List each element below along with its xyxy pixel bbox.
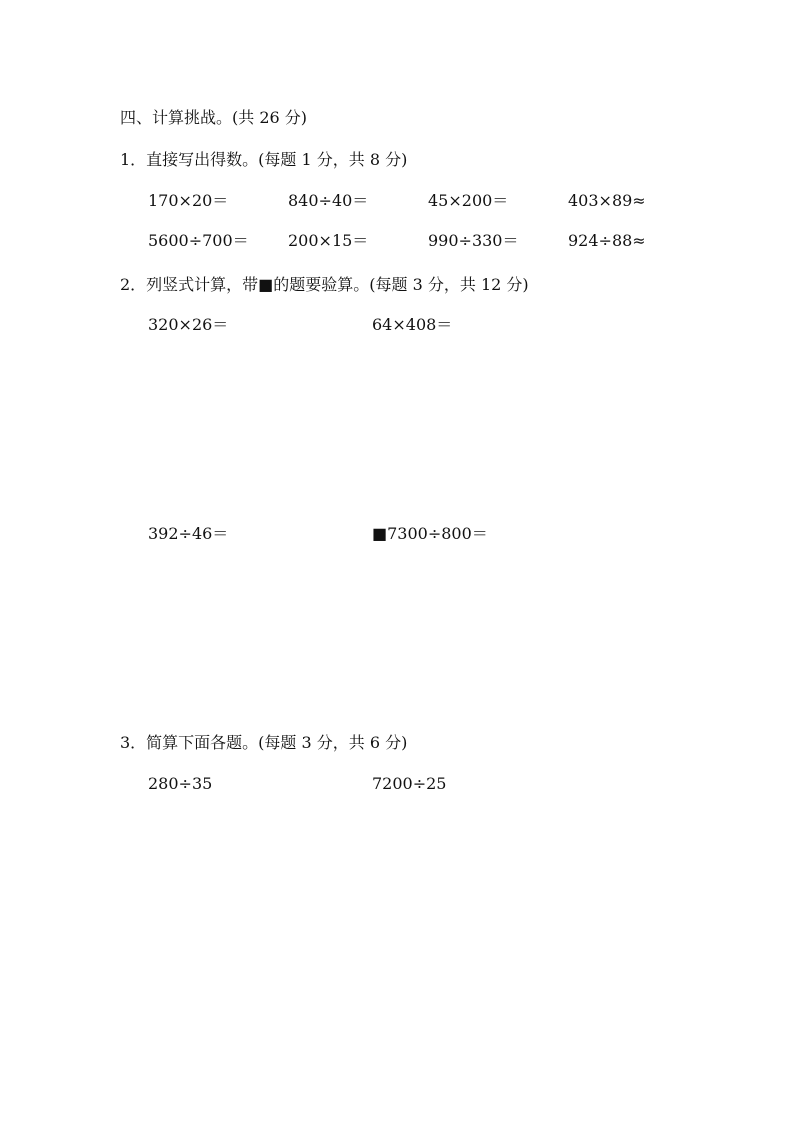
question-1-heading: 1．直接写出得数。(每题 1 分，共 8 分) — [120, 150, 408, 169]
q2-item: 64×408＝ — [372, 315, 453, 334]
q2-item: 392÷46＝ — [148, 524, 229, 543]
q1-item: 45×200＝ — [428, 191, 509, 210]
question-2-heading: 2．列竖式计算，带■的题要验算。(每题 3 分，共 12 分) — [120, 275, 529, 294]
q1-item: 403×89≈ — [568, 191, 646, 210]
section-title: 四、计算挑战。(共 26 分) — [120, 108, 308, 127]
question-3-heading: 3．简算下面各题。(每题 3 分，共 6 分) — [120, 733, 408, 752]
q1-item: 990÷330＝ — [428, 231, 519, 250]
q2-item: ■7300÷800＝ — [372, 524, 488, 543]
q1-item: 170×20＝ — [148, 191, 229, 210]
q3-item: 7200÷25 — [372, 774, 447, 793]
q1-item: 200×15＝ — [288, 231, 369, 250]
q1-item: 924÷88≈ — [568, 231, 646, 250]
q1-item: 840÷40＝ — [288, 191, 369, 210]
q3-item: 280÷35 — [148, 774, 213, 793]
q2-item: 320×26＝ — [148, 315, 229, 334]
q1-item: 5600÷700＝ — [148, 231, 249, 250]
